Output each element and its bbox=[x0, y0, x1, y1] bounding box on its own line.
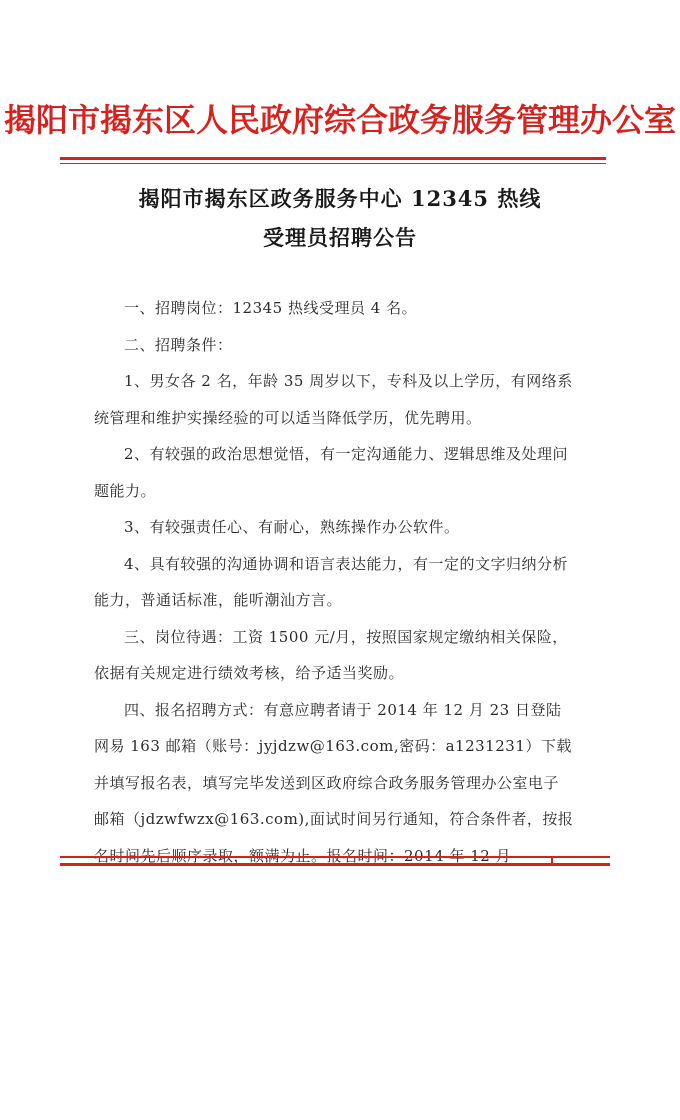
section-position: 一、招聘岗位：12345 热线受理员 4 名。 bbox=[124, 299, 418, 317]
letterhead-rule-thin bbox=[60, 163, 606, 164]
footer-rule-thick bbox=[60, 863, 610, 866]
page-mark bbox=[551, 857, 553, 865]
letterhead-org-name: 揭阳市揭东区人民政府综合政务服务管理办公室 bbox=[3, 101, 676, 139]
requirement-item-4: 4、具有较强的沟通协调和语言表达能力，有一定的文字归纳分析能力，普通话标准，能听潮汕方言。 bbox=[94, 554, 569, 609]
document-title-line-2: 受理员招聘公告 bbox=[263, 225, 417, 250]
requirement-item-1: 1、男女各 2 名，年龄 35 周岁以下，专科及以上学历，有网络系统管理和维护实操经验的可以适当降低学历，优先聘用。 bbox=[94, 372, 573, 427]
requirement-item-2: 2、有较强的政治思想觉悟，有一定沟通能力、逻辑思维及处理问题能力。 bbox=[94, 445, 569, 500]
section-requirements-heading: 二、招聘条件： bbox=[124, 335, 233, 354]
document-title-line-1: 揭阳市揭东区政务服务中心 12345 热线 bbox=[138, 186, 542, 211]
section-benefits: 三、岗位待遇：工资 1500 元/月，按照国家规定缴纳相关保险，依据有关规定进行绩效考核，给予适当奖励。 bbox=[94, 627, 568, 682]
letterhead-rule-thick bbox=[60, 157, 606, 160]
requirement-item-3: 3、有较强责任心、有耐心，熟练操作办公软件。 bbox=[124, 518, 460, 536]
footer-rule-thin bbox=[60, 856, 610, 858]
section-application: 四、报名招聘方式：有意应聘者请于 2014 年 12 月 23 日登陆网易 163 邮箱（账号：jyjdzw@163.com,密码：a1231231）下载并填写报名表，填写完毕发送到区政府综合政务服务管理办公室电子邮箱（jdzwfwzx@163.com),面试时间另行通知，符合条件者，按报 bbox=[94, 700, 574, 828]
document-body bbox=[94, 290, 574, 874]
